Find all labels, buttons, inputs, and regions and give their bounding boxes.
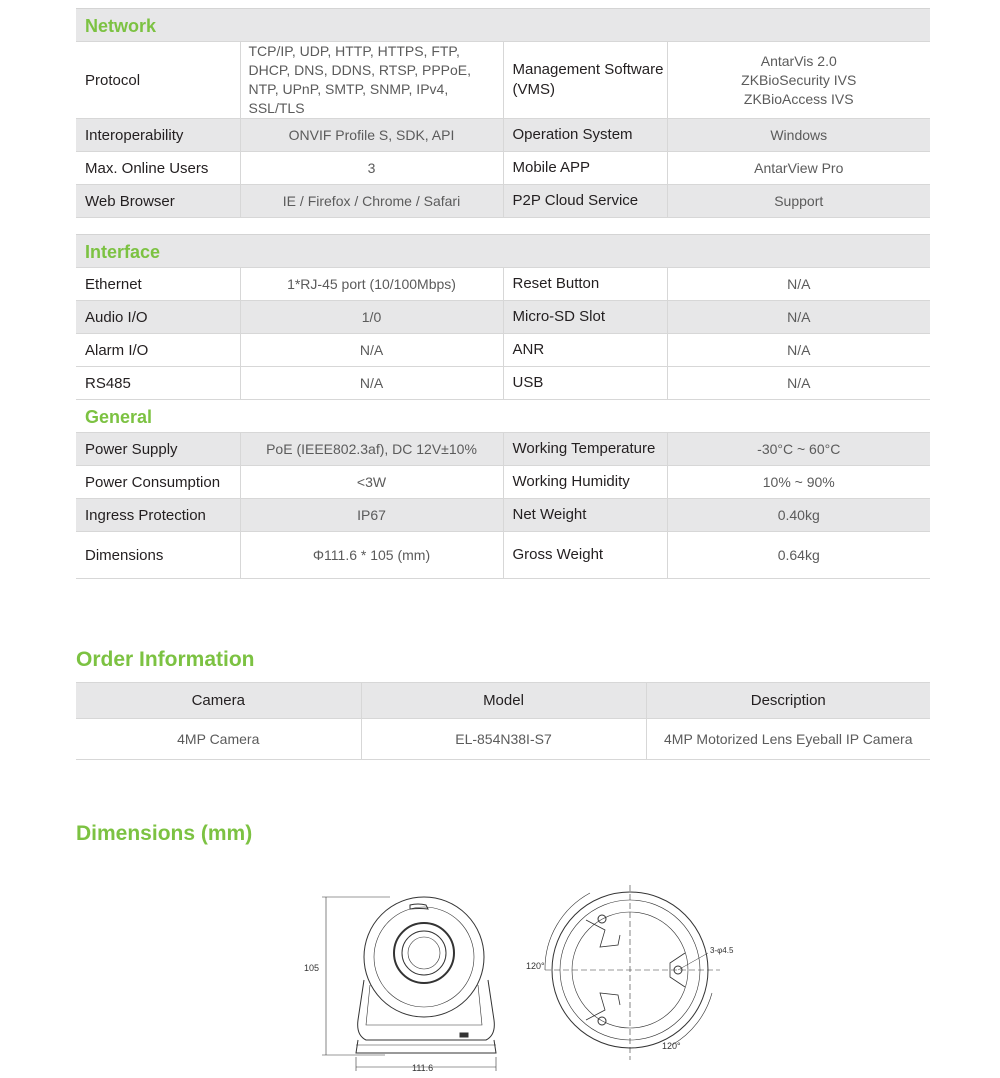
spec-key: Dimensions: [76, 532, 240, 579]
table-row: [76, 119, 930, 152]
interface-title: Interface: [76, 234, 930, 267]
network-table: [76, 41, 930, 218]
spec-key: Mobile APP: [503, 152, 667, 185]
table-cell: 4MP Camera: [76, 719, 361, 760]
table-row: [76, 152, 930, 185]
table-row: [76, 301, 930, 334]
spec-key: Power Supply: [76, 433, 240, 466]
dimensions-title: Dimensions (mm): [76, 822, 253, 845]
spec-key: Micro-SD Slot: [503, 301, 667, 334]
general-section: [76, 400, 930, 579]
table-row: [76, 433, 930, 466]
spec-key: Alarm I/O: [76, 334, 240, 367]
spec-key: Gross Weight: [503, 532, 667, 579]
spec-key: Reset Button: [503, 268, 667, 301]
spec-value: Windows: [667, 119, 930, 152]
spec-value: N/A: [667, 367, 930, 400]
spec-key: Working Temperature: [503, 433, 667, 466]
table-row: [76, 268, 930, 301]
angle-label-left: 120°: [526, 961, 545, 971]
spec-value: AntarVis 2.0 ZKBioSecurity IVS ZKBioAccess IVS: [667, 42, 930, 119]
spec-value: N/A: [240, 367, 503, 400]
spec-key: Interoperability: [76, 119, 240, 152]
spec-value: <3W: [240, 466, 503, 499]
width-label: 111.6: [412, 1063, 434, 1073]
order-table: [76, 682, 930, 760]
spec-key: RS485: [76, 367, 240, 400]
column-header: Camera: [76, 683, 361, 719]
height-label: 105: [304, 963, 320, 973]
interface-table: [76, 267, 930, 400]
spec-key: Net Weight: [503, 499, 667, 532]
spec-value: 10% ~ 90%: [667, 466, 930, 499]
spec-value: PoE (IEEE802.3af), DC 12V±10%: [240, 433, 503, 466]
spec-value: ONVIF Profile S, SDK, API: [240, 119, 503, 152]
spec-key: Ingress Protection: [76, 499, 240, 532]
spec-value: TCP/IP, UDP, HTTP, HTTPS, FTP, DHCP, DNS, DDNS, RTSP, PPPoE, NTP, UPnP, SMTP, SNMP, IPv4, SSL/TLS: [240, 42, 503, 119]
angle-label-bottom: 120°: [662, 1041, 681, 1051]
front-view: [322, 897, 496, 1071]
spec-value: 0.64kg: [667, 532, 930, 579]
spec-key: ANR: [503, 334, 667, 367]
general-table: [76, 432, 930, 579]
spec-value: AntarView Pro: [667, 152, 930, 185]
spec-key: Protocol: [76, 42, 240, 119]
spec-value: IP67: [240, 499, 503, 532]
network-section: [76, 8, 930, 218]
spec-value: 3: [240, 152, 503, 185]
spec-key: P2P Cloud Service: [503, 185, 667, 218]
hole-label: 3-φ4.5: [710, 946, 734, 955]
top-view: [545, 885, 720, 1060]
spec-key: Power Consumption: [76, 466, 240, 499]
table-row: [76, 719, 930, 760]
order-title: Order Information: [76, 648, 255, 671]
spec-key: USB: [503, 367, 667, 400]
spec-value: -30°C ~ 60°C: [667, 433, 930, 466]
spec-key: Management Software (VMS): [503, 42, 667, 119]
spec-key: Audio I/O: [76, 301, 240, 334]
general-title: General: [85, 407, 153, 427]
spec-value: 1*RJ-45 port (10/100Mbps): [240, 268, 503, 301]
table-row: [76, 499, 930, 532]
column-header: Description: [646, 683, 930, 719]
table-row: [76, 185, 930, 218]
table-cell: 4MP Motorized Lens Eyeball IP Camera: [646, 719, 930, 760]
dimension-drawing: [300, 875, 760, 1075]
spec-value: N/A: [240, 334, 503, 367]
spec-value: N/A: [667, 301, 930, 334]
table-header-row: [76, 683, 930, 719]
spec-value: N/A: [667, 334, 930, 367]
spec-key: Ethernet: [76, 268, 240, 301]
spec-value: N/A: [667, 268, 930, 301]
interface-section: [76, 234, 930, 400]
spec-key: Operation System: [503, 119, 667, 152]
spec-key: Working Humidity: [503, 466, 667, 499]
spec-value: 0.40kg: [667, 499, 930, 532]
table-cell: EL-854N38I-S7: [361, 719, 646, 760]
table-row: [76, 466, 930, 499]
spec-value: IE / Firefox / Chrome / Safari: [240, 185, 503, 218]
column-header: Model: [361, 683, 646, 719]
network-title: Network: [76, 8, 930, 41]
table-row: [76, 367, 930, 400]
table-row: [76, 42, 930, 119]
table-row: [76, 334, 930, 367]
table-row: [76, 532, 930, 579]
spec-key: Web Browser: [76, 185, 240, 218]
spec-value: Support: [667, 185, 930, 218]
spec-value: 1/0: [240, 301, 503, 334]
spec-value: Φ111.6 * 105 (mm): [240, 532, 503, 579]
spec-key: Max. Online Users: [76, 152, 240, 185]
